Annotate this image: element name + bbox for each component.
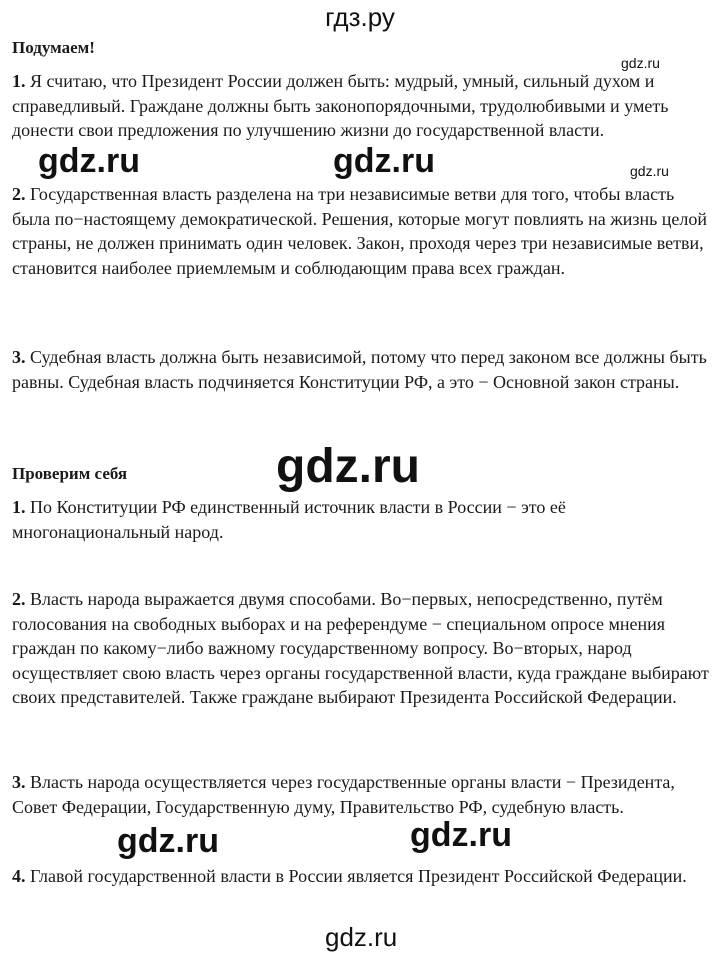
watermark: gdz.ru — [621, 55, 660, 71]
answer-paragraph — [12, 182, 712, 280]
answer-text: Главой государственной власти в России является Президент Российской Федерации. — [30, 866, 687, 886]
watermark: gdz.ru — [276, 440, 420, 493]
answer-text: Государственная власть разделена на три независимые ветви для того, чтобы власть была по−настоящему демократической. Решения, которые могут повлиять на жизнь целой страны, не должен принимать один человек. Закон, проходя через три независимые ветви, становится наиболее приемлемым и соблюдающим права всех граждан. — [12, 184, 708, 278]
watermark: gdz.ru — [38, 142, 140, 180]
answer-paragraph — [12, 69, 712, 143]
answer-number: 2. — [12, 589, 26, 609]
watermark: gdz.ru — [410, 816, 512, 854]
answer-number: 1. — [12, 71, 26, 91]
section-heading-think: Подумаем! — [12, 38, 95, 57]
watermark: gdz.ru — [117, 822, 219, 860]
answer-paragraph — [12, 864, 712, 889]
answer-number: 2. — [12, 184, 26, 204]
answer-text: Я считаю, что Президент России должен быть: мудрый, умный, сильный духом и справедливый. Граждане должны быть законопорядочными, трудолюбивыми и уметь донести свои предложения по улучшению жизни до государственной власти. — [12, 71, 669, 140]
answer-text: По Конституции РФ единственный источник власти в России − это её многонациональный народ. — [12, 497, 566, 542]
answer-paragraph — [12, 345, 712, 394]
section-heading-check: Проверим себя — [12, 464, 128, 483]
watermark: gdz.ru — [630, 163, 669, 179]
site-title: гдз.ру — [325, 2, 395, 32]
answer-number: 3. — [12, 347, 26, 367]
answer-text: Судебная власть должна быть независимой, потому что перед законом все должны быть равны. Судебная власть подчиняется Конституции РФ, а это − Основной закон страны. — [12, 347, 707, 392]
answer-paragraph — [12, 495, 712, 544]
answer-number: 3. — [12, 772, 26, 792]
answer-paragraph — [12, 587, 712, 710]
answer-number: 4. — [12, 866, 26, 886]
watermark: gdz.ru — [325, 922, 398, 952]
answer-number: 1. — [12, 497, 26, 517]
answer-text: Власть народа осуществляется через государственные органы власти − Президента, Совет Федерации, Государственную думу, Правительство РФ, судебную власть. — [12, 772, 675, 817]
answer-paragraph — [12, 770, 712, 819]
watermark: gdz.ru — [333, 142, 435, 180]
answer-text: Власть народа выражается двумя способами. Во−первых, непосредственно, путём голосования на свободных выборах и на референдуме − специальном опросе мнения граждан по какому−либо важному государственному вопросу. Во−вторых, народ осуществляет свою власть через органы государственной власти, куда граждане выбирают своих представителей. Также граждане выбирают Президента Российской Федерации. — [12, 589, 709, 707]
